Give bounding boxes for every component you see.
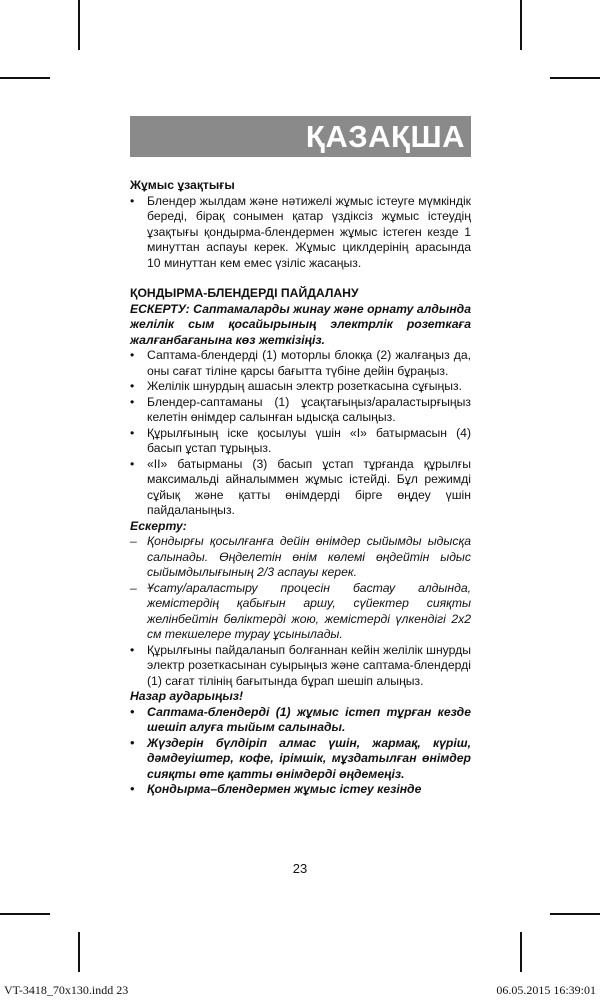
crop-mark bbox=[78, 932, 80, 972]
list-item bbox=[130, 395, 471, 426]
list-item-text: Қондырғы қосылғанға дейін өнімдер сыйымды ыдысқа салынады. Өңделетін өнім көлемі өңдейтін ыдыс сыйымдылығының 2/3 аспауы керек. bbox=[147, 534, 471, 579]
footer-datetime: 06.05.2015 16:39:01 bbox=[496, 983, 596, 997]
list-item bbox=[130, 782, 471, 798]
duration-list bbox=[130, 194, 471, 272]
section-heading-usage: ҚОНДЫРМА-БЛЕНДЕРДІ ПАЙДАЛАНУ bbox=[130, 286, 359, 300]
list-item bbox=[130, 705, 471, 736]
list-item-text: Қондырма–блендермен жұмыс істеу кезінде bbox=[147, 782, 422, 796]
crop-mark bbox=[0, 913, 50, 915]
crop-mark bbox=[520, 0, 522, 50]
list-item-text: Блендер жылдам және нәтижелі жұмыс істеуге мүмкіндік береді, бірақ сонымен қатар үздіксіз жұмыс істеудің ұзақтығы қондырма-блендермен жұмыс істеген кезде 1 минуттан аспауы керек. Жұмыс циклдерінің арасында 10 минуттан кем емес үзіліс жасаңыз. bbox=[147, 193, 471, 270]
list-item bbox=[130, 534, 471, 581]
list-item-text: Ұсату/араластыру процесін бастау алдында, жемістердің қабығын аршу, сүйектер сияқты желінбейтін бөліктерді жою, жемістерді үлкендігі 2х2 см текшелере турау ұсынылады. bbox=[147, 580, 471, 641]
bullet-marker: • bbox=[130, 425, 135, 440]
section-heading-duration: Жұмыс ұзақтығы bbox=[130, 178, 235, 192]
list-item bbox=[130, 736, 471, 783]
usage-steps-list bbox=[130, 348, 471, 519]
language-header-bar bbox=[130, 116, 471, 157]
warning-text: ЕСКЕРТУ: Саптамаларды жинау және орнату алдында желілік сым қосайырының электрлік розеткаға жалғанбағанына көз жеткізіңіз. bbox=[130, 301, 471, 347]
list-item-text: Жүздерін бүлдіріп алмас үшін, жармақ, күріш, дәмдеуіштер, кофе, ірімшік, мұздатылған өнімдер сияқты өте қатты өнімдерді өңдемеңіз. bbox=[147, 735, 471, 781]
crop-mark bbox=[78, 0, 80, 50]
list-item bbox=[130, 643, 471, 690]
dash-marker: – bbox=[130, 534, 137, 548]
crop-mark bbox=[0, 77, 50, 79]
attention-list bbox=[130, 705, 471, 798]
list-item-text: Блендер-саптаманы (1) ұсақтағыңыз/араластырғыңыз келетін өнімдер салынған ыдысқа салыңыз. bbox=[147, 394, 471, 424]
list-item bbox=[130, 379, 471, 395]
list-item bbox=[130, 457, 471, 519]
list-item-text: Құрылғының іске қосылуы үшін «I» батырмасын (4) басып ұстап тұрыңыз. bbox=[147, 425, 471, 455]
list-item bbox=[130, 426, 471, 457]
list-item-text: Желілік шнурдың ашасын электр розеткасына сұғыңыз. bbox=[147, 379, 462, 393]
page-content bbox=[130, 178, 471, 798]
note-list bbox=[130, 534, 471, 643]
bullet-marker: • bbox=[130, 735, 135, 750]
list-item-text: Құрылғыны пайдаланып болғаннан кейін желілік шнурды электр розеткасынан суырыңыз және саптама-блендерді (1) сағат тілінің бағытында бұрап шешіп алыңыз. bbox=[147, 642, 471, 688]
after-use-list bbox=[130, 643, 471, 690]
bullet-marker: • bbox=[130, 456, 135, 471]
list-item-text: Саптама-блендерді (1) жұмыс істеп тұрған кезде шешіп алуға тыйым салынады. bbox=[147, 704, 471, 734]
list-item bbox=[130, 348, 471, 379]
list-item bbox=[130, 581, 471, 643]
bullet-marker: • bbox=[130, 379, 135, 393]
crop-mark bbox=[520, 932, 522, 972]
list-item-text: «II» батырманы (3) басып ұстап тұрғанда құрылғы максимальді айналыммен жұмыс істейді. Бұл режимді сұйық және қатты өнімдерді бірге өңдеу үшін пайдаланыңыз. bbox=[147, 456, 471, 517]
bullet-marker: • bbox=[130, 642, 135, 657]
attention-title: Назар аударыңыз! bbox=[130, 689, 244, 703]
list-item bbox=[130, 194, 471, 272]
language-title: ҚАЗАҚША bbox=[305, 119, 465, 154]
bullet-marker: • bbox=[130, 348, 135, 362]
note-title: Ескерту: bbox=[130, 518, 187, 533]
bullet-marker: • bbox=[130, 193, 135, 208]
crop-mark bbox=[550, 77, 600, 79]
footer-file-info: VT-3418_70x130.indd 23 bbox=[4, 983, 129, 997]
bullet-marker: • bbox=[130, 782, 135, 796]
bullet-marker: • bbox=[130, 704, 135, 719]
dash-marker: – bbox=[130, 580, 137, 595]
list-item-text: Саптама-блендерді (1) моторлы блокқа (2) жалғаңыз да, оны сағат тіліне қарсы бағытта түбіне дейін бұраңыз. bbox=[147, 348, 471, 378]
page-number: 23 bbox=[292, 861, 308, 876]
crop-mark bbox=[550, 913, 600, 915]
bullet-marker: • bbox=[130, 394, 135, 409]
